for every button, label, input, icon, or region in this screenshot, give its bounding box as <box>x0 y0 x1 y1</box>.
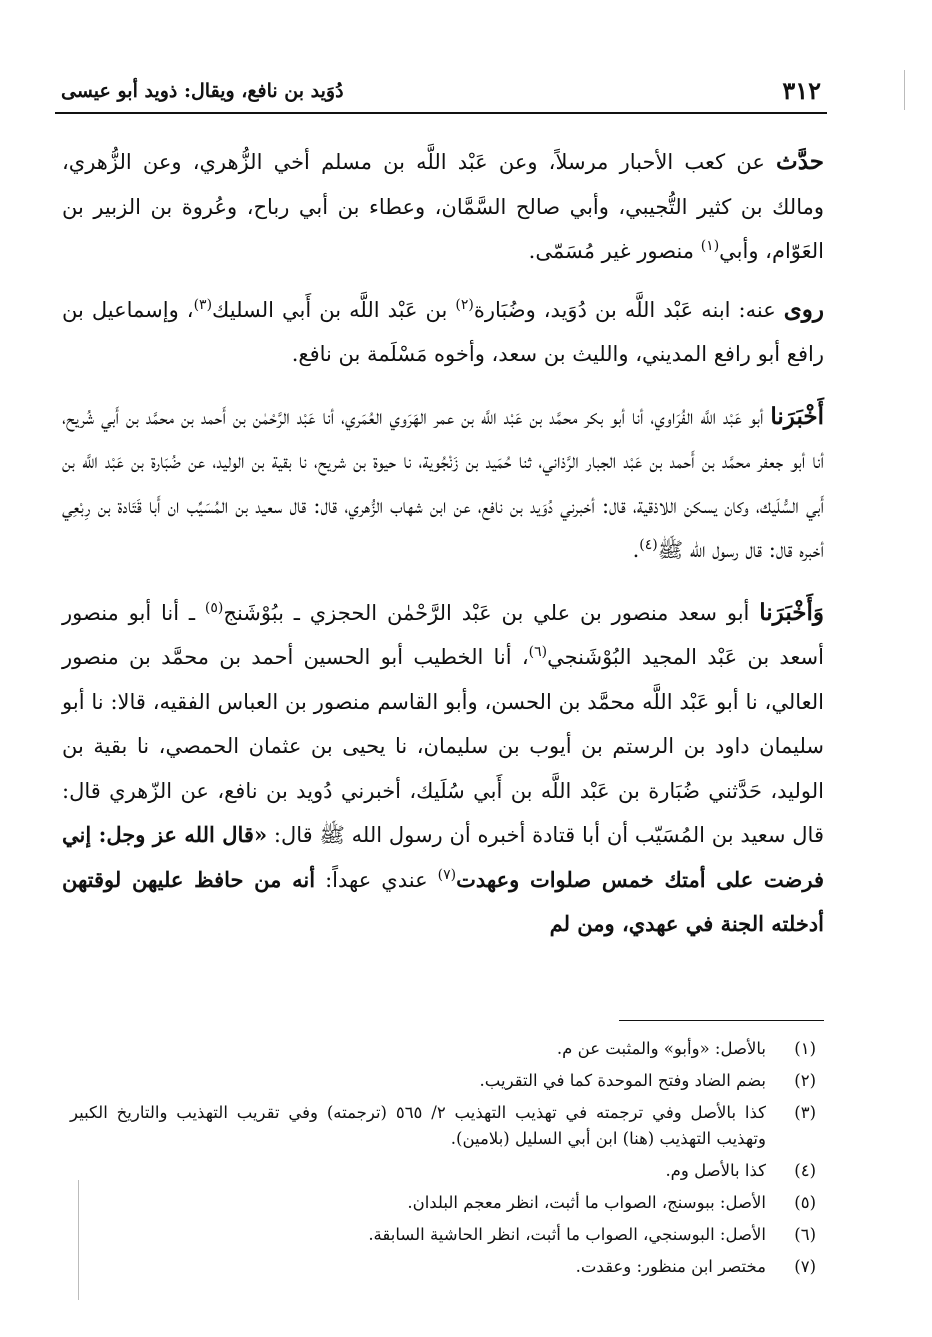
footnote-ref: (١) <box>700 238 720 254</box>
footnote-text: بالأصل: «وأبو» والمثبت عن م. <box>556 1039 766 1058</box>
paragraph-narrated <box>62 140 824 274</box>
footnote-number: (١) <box>794 1039 816 1058</box>
paragraph-lead: وَأَخْبَرَنا <box>759 598 824 626</box>
footnote-ref: (٤) <box>639 537 658 553</box>
footnote-item <box>70 1100 816 1152</box>
paragraph-lead: أَخْبَرَنا <box>770 402 824 430</box>
paragraph-text: بن عَبْد اللَّه بن أَبي السليك <box>212 297 456 322</box>
footnote-item <box>70 1068 816 1094</box>
hadith-text: «قال الله عز وجل: إني فرضت على أمتك خمس صلوات وعهدت <box>62 822 824 892</box>
footnote-text: كذا بالأصل وم. <box>665 1161 766 1180</box>
running-title: دُوَيد بن نافع، ويقال: ذويد أبو عيسى <box>61 80 344 102</box>
paragraph-narrators <box>62 288 824 377</box>
scan-margin-mark <box>904 70 905 110</box>
footnote-item <box>70 1190 816 1216</box>
paragraph-text: ـ أنا أبو منصور أسعد بن عَبْد المجيد البُوْشَنجي <box>62 600 824 669</box>
main-text <box>62 140 824 961</box>
footnote-text: مختصر ابن منظور: وعقدت. <box>575 1257 766 1276</box>
footnote-item <box>70 1222 816 1248</box>
paragraph-text: عنه: ابنه عَبْد اللَّه بن دُوَيد، وضُبَارة <box>473 297 784 322</box>
paragraph-text: عندي عهداً: <box>315 867 438 892</box>
scan-margin-mark <box>78 1180 79 1300</box>
paragraph-text: ، أنا الخطيب أبو الحسين أحمد بن محمَّد بن منصور العالي، نا أبو عَبْد اللَّه محمَّد بن الحسن، وأبو القاسم منصور بن العباس الفقيه، قالا: نا أبو سليمان داود بن الرستم بن أيوب بن سليمان، نا يحيى بن عثمان الحمصي، نا بقية بن الوليد، حَدَّثني ضُبَارة بن عَبْد اللَّه بن أَبي سُلَيك، أخبرني دُويد بن نافع، عن الزّهري قال: قال سعيد بن المُسَيّب أن أبا قتادة أخبره أن رسول الله ﷺ قال: <box>62 645 824 847</box>
footnotes <box>70 1036 816 1286</box>
footnote-text: كذا بالأصل وفي ترجمته في تهذيب التهذيب ٢/ ٥٦٥ (ترجمته) وفي تقريب التهذيب والتاريخ الكبير وتهذيب التهذيب (هنا) ابن أبي السليل (بلامين). <box>70 1103 766 1148</box>
footnote-text: الأصل: البوسنجي، الصواب ما أثبت، انظر الحاشية السابقة. <box>368 1225 766 1244</box>
footnote-item <box>70 1158 816 1184</box>
footnote-text: الأصل: ببوسنج، الصواب ما أثبت، انظر معجم البلدان. <box>407 1193 766 1212</box>
paragraph-lead: حدَّث <box>776 148 824 175</box>
paragraph-text: ، وإسماعيل بن رافع أبو رافع المديني، والليث بن سعد، وأخوه مَسْلَمة بن نافع. <box>62 297 824 366</box>
paragraph-isnad-1 <box>62 395 824 573</box>
footnote-ref: (٦) <box>528 644 548 660</box>
paragraph-text: . <box>632 538 640 562</box>
footnote-ref: (٢) <box>455 296 474 313</box>
page-header <box>55 72 827 114</box>
footnote-number: (٦) <box>794 1225 816 1244</box>
footnote-number: (٧) <box>794 1257 816 1276</box>
hadith-text: أنه من حافظ عليهن لوقتهن أدخلته الجنة في عهدي، ومن لم <box>62 866 824 936</box>
footnote-number: (٢) <box>794 1071 816 1090</box>
footnote-item <box>70 1254 816 1280</box>
footnote-number: (٤) <box>794 1161 816 1180</box>
footnote-text: بضم الضاد وفتح الموحدة كما في التقريب. <box>479 1071 766 1090</box>
paragraph-isnad-2 <box>62 591 824 947</box>
footnote-number: (٣) <box>794 1103 816 1122</box>
paragraph-text: أبو سعد منصور بن علي بن عَبْد الرَّحْمٰن الحجزي ـ ببُوْشَنج <box>223 600 760 625</box>
footnote-ref: (٣) <box>193 296 213 313</box>
footnote-item <box>70 1036 816 1062</box>
paragraph-lead: روى <box>783 295 825 323</box>
footnote-divider <box>619 1020 824 1021</box>
paragraph-text: منصور غير مُسَمّى. <box>528 239 701 263</box>
footnote-number: (٥) <box>794 1193 816 1212</box>
footnote-ref: (٧) <box>437 866 457 883</box>
page-number: ٣١٢ <box>782 76 821 105</box>
footnote-ref: (٥) <box>204 599 224 616</box>
paragraph-text: أبو عَبْد اللَّه الفُرَاوي، أنا أبو بكر محمَّد بن عَبْد اللَّه بن عمر الهَرَوي العُمَري، أنا عَبْد الرَّحْمٰن بن أَحمد بن محمَّد بن أَبي شُريح، أنا أبو جعفر محمَّد بن أَحمد بن عَبْد الجبار الرَّذاني، ثنا حُمَيد بن زَنْجُوية، نا حيوة بن شريح، نا بقية بن الوليد، عن ضُبَارة بن عَبْد اللَّه بن أَبي السُّلَيك، وكان يسكن اللاذقية، قال: أخبرني دُوَيد بن نافع، عن ابن شهاب الزُّهري، قال: قال سعيد بن المُسَيِّب ان أَبا قَتَادة بن رِبْعِي أخبره قال: قال رسول الله ﷺ <box>62 404 824 562</box>
paragraph-text: عن كعب الأحبار مرسلاً، وعن عَبْد اللَّه بن مسلم أخي الزُّهري، وعن الزُّهري، ومالك بن كثير التُّجيبي، وأبي صالح السَّمَّان، وعطاء بن أبي رباح، وعُروة بن الزبير بن العَوّام، وأبي <box>62 150 824 263</box>
